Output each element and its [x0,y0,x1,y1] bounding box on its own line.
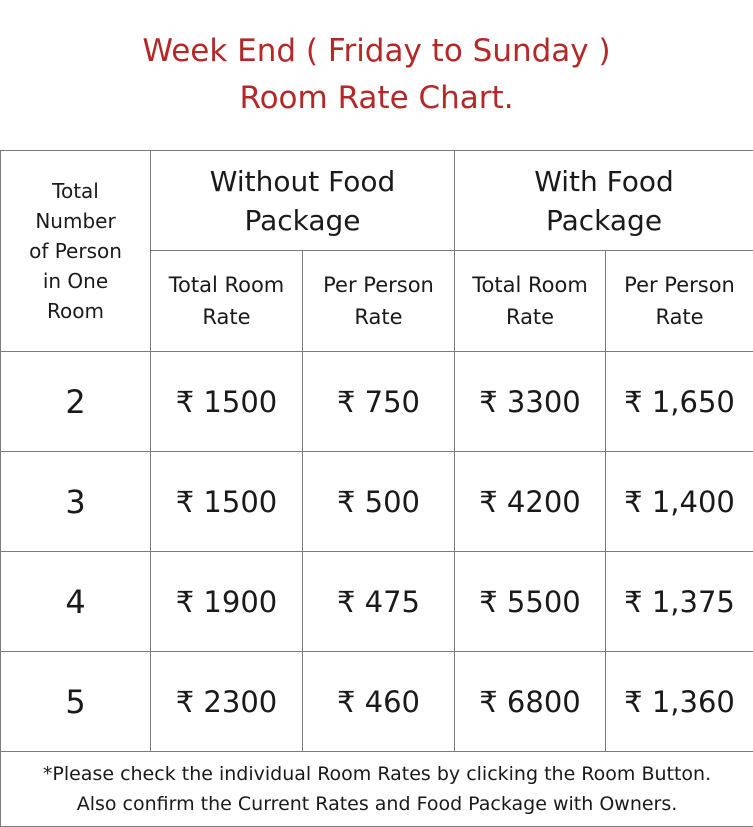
rate-cell: ₹ 500 [303,452,455,552]
subheader-per-person-rate [606,251,753,352]
rate-cell: ₹ 3300 [455,352,606,452]
room-rate-table [0,150,753,827]
subheader-total-room-rate [151,251,303,352]
persons-cell: 5 [1,652,151,752]
subheader-line: Rate [354,305,403,329]
rate-cell: ₹ 1,400 [606,452,753,552]
rate-cell: ₹ 460 [303,652,455,752]
footnote-row [1,752,753,827]
subheader-line: Total Room [168,273,285,297]
subheader-per-person-rate [303,251,455,352]
footnote [1,752,753,827]
rate-cell: ₹ 1,375 [606,552,753,652]
footnote-line-2: Also confirm the Current Rates and Food Package with Owners. [76,793,678,815]
footnote-line-1: *Please check the individual Room Rates by clicking the Room Button. [42,763,712,785]
rate-cell: ₹ 4200 [455,452,606,552]
group-header-line: Without Food [209,164,396,198]
table-row [1,352,753,452]
persons-cell: 2 [1,352,151,452]
group-header-line: With Food [534,164,674,198]
group-header-without-food [151,151,455,251]
persons-header-line: Room [47,299,104,323]
table-row [1,452,753,552]
persons-cell: 3 [1,452,151,552]
rate-cell: ₹ 475 [303,552,455,652]
persons-header-line: Total [52,179,99,203]
rate-cell: ₹ 1500 [151,352,303,452]
title-line-1: Week End ( Friday to Sunday ) [142,33,611,69]
group-header-line: Package [244,203,361,237]
persons-cell: 4 [1,552,151,652]
rate-cell: ₹ 750 [303,352,455,452]
table-row [1,552,753,652]
subheader-line: Rate [505,305,555,329]
chart-title [0,0,753,150]
header-row-groups [1,151,753,251]
rate-cell: ₹ 1500 [151,452,303,552]
rate-cell: ₹ 2300 [151,652,303,752]
group-header-line: Package [545,203,663,237]
subheader-line: Total Room [472,273,588,297]
persons-header [1,151,151,352]
rate-cell: ₹ 1,650 [606,352,753,452]
group-header-with-food [455,151,753,251]
title-line-2: Room Rate Chart. [239,80,514,116]
rate-cell: ₹ 1900 [151,552,303,652]
subheader-line: Per Person [624,273,735,297]
persons-header-line: of Person [29,239,122,263]
subheader-line: Rate [655,305,704,329]
persons-header-line: in One [42,269,109,293]
rate-cell: ₹ 1,360 [606,652,753,752]
subheader-total-room-rate [455,251,606,352]
table-row [1,652,753,752]
subheader-line: Rate [202,305,251,329]
rate-cell: ₹ 6800 [455,652,606,752]
persons-header-line: Number [35,209,116,233]
rate-cell: ₹ 5500 [455,552,606,652]
subheader-line: Per Person [323,273,434,297]
